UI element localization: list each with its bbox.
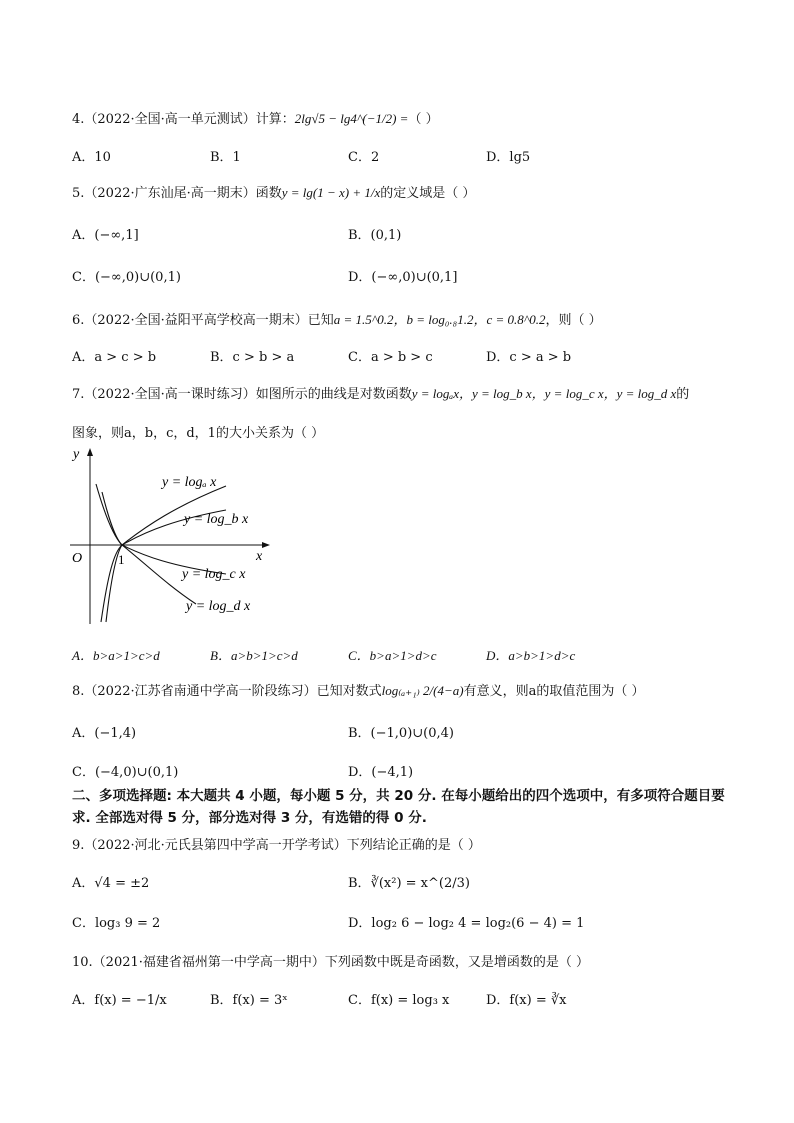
question-6-option-b: B．c > b > a — [210, 350, 295, 365]
question-10-option-b: B．f(x) = 3ˣ — [210, 993, 288, 1008]
question-8-option-d: D．(−4,1) — [348, 765, 414, 780]
question-6-tail: ，则（ ） — [545, 313, 602, 328]
question-7-option-b: B．a>b>1>c>d — [210, 648, 298, 663]
curve-a-label: y = logₐ x — [162, 475, 217, 490]
curve-d-label: y = log_d x — [186, 599, 251, 614]
question-7-option-c: C．b>a>1>d>c — [348, 648, 437, 663]
question-4-option-c: C．2 — [348, 150, 380, 165]
question-7-stem: 7.（2022·全国·高一课时练习）如图所示的曲线是对数函数 — [72, 387, 412, 402]
x-axis-label: x — [256, 549, 263, 564]
question-4-option-d: D．lg5 — [486, 150, 531, 165]
question-4 — [72, 108, 439, 127]
question-6-option-d: D．c > a > b — [486, 350, 572, 365]
question-8-expression: log₍ₐ₊₁₎ 2/(4−a) — [381, 683, 464, 698]
question-9-option-d: D．log₂ 6 − log₂ 4 = log₂(6 − 4) = 1 — [348, 916, 585, 931]
question-8-option-b: B．(−1,0)∪(0,4) — [348, 726, 454, 741]
question-9-option-c: C．log₃ 9 = 2 — [72, 916, 161, 931]
section-2-heading: 二、多项选择题: 本大题共 4 小题，每小题 5 分，共 20 分. 在每小题给出的四个选项中，有多项符合题目要求. 全部选对得 5 分，部分选对得 3 分，有选错的得 0 分. — [72, 788, 725, 826]
question-5-expression: y = lg(1 − x) + 1/x — [281, 185, 381, 200]
question-9-stem: 9.（2022·河北·元氏县第四中学高一开学考试）下列结论正确的是（ ） — [72, 838, 481, 853]
log-curves-graph — [66, 444, 286, 629]
question-10-option-c: C．f(x) = log₃ x — [348, 993, 450, 1008]
x-axis-arrow-icon — [262, 542, 270, 548]
question-7-option-d: D．a>b>1>d>c — [486, 648, 576, 663]
question-7-line-2: 图象，则a，b，c，d，1的大小关系为（ ） — [72, 426, 325, 441]
question-5-option-a: A．(−∞,1] — [72, 228, 139, 243]
curve-log-d — [102, 492, 196, 604]
question-4-stem: 4.（2022·全国·高一单元测试）计算： — [72, 112, 295, 127]
question-10-stem: 10.（2021·福建省福州第一中学高一期中）下列函数中既是奇函数，又是增函数的是（ ） — [72, 955, 590, 970]
question-5-option-b: B．(0,1) — [348, 228, 402, 243]
curve-c-label: y = log_c x — [182, 567, 246, 582]
question-8 — [72, 680, 645, 699]
question-8-option-a: A．(−1,4) — [72, 726, 137, 741]
question-4-option-a: A．10 — [72, 150, 111, 165]
question-10-option-a: A．f(x) = −1/x — [72, 993, 167, 1008]
question-8-option-c: C．(−4,0)∪(0,1) — [72, 765, 179, 780]
question-5-option-c: C．(−∞,0)∪(0,1) — [72, 270, 181, 285]
question-7-tail: 的 — [676, 387, 690, 402]
question-8-stem: 8.（2022·江苏省南通中学高一阶段练习）已知对数式 — [72, 684, 382, 699]
question-10-option-d: D．f(x) = ∛x — [486, 993, 567, 1008]
question-7-expression: y = logₐx，y = log_b x，y = log_c x，y = log_d x — [411, 386, 677, 401]
question-9-option-b: B．∛(x²) = x^(2/3) — [348, 876, 470, 891]
one-label: 1 — [118, 552, 125, 567]
question-6-option-a: A．a > c > b — [72, 350, 157, 365]
question-6-expression: a = 1.5^0.2，b = log₀.₈1.2，c = 0.8^0.2 — [333, 312, 546, 327]
y-axis-arrow-icon — [87, 448, 93, 456]
curve-log-c — [96, 484, 226, 574]
question-8-tail: 有意义，则a的取值范围为（ ） — [463, 684, 645, 699]
origin-label: O — [72, 551, 83, 566]
question-5 — [72, 182, 475, 201]
question-9-option-a: A．√4 = ±2 — [72, 876, 150, 891]
question-4-option-b: B．1 — [210, 150, 241, 165]
question-7 — [72, 383, 689, 402]
question-6 — [72, 309, 602, 328]
question-4-expression: 2lg√5 − lg4^(−1/2) = — [294, 111, 409, 126]
question-6-stem: 6.（2022·全国·益阳平高学校高一期末）已知 — [72, 313, 334, 328]
question-4-blank: （ ） — [408, 112, 439, 127]
question-7-option-a: A．b>a>1>c>d — [72, 648, 160, 663]
question-6-option-c: C．a > b > c — [348, 350, 433, 365]
question-5-option-d: D．(−∞,0)∪(0,1] — [348, 270, 458, 285]
question-5-stem: 5.（2022·广东汕尾·高一期末）函数 — [72, 186, 282, 201]
y-axis-label: y — [73, 447, 80, 462]
curve-b-label: y = log_b x — [184, 512, 249, 527]
question-5-tail: 的定义域是（ ） — [380, 186, 476, 201]
